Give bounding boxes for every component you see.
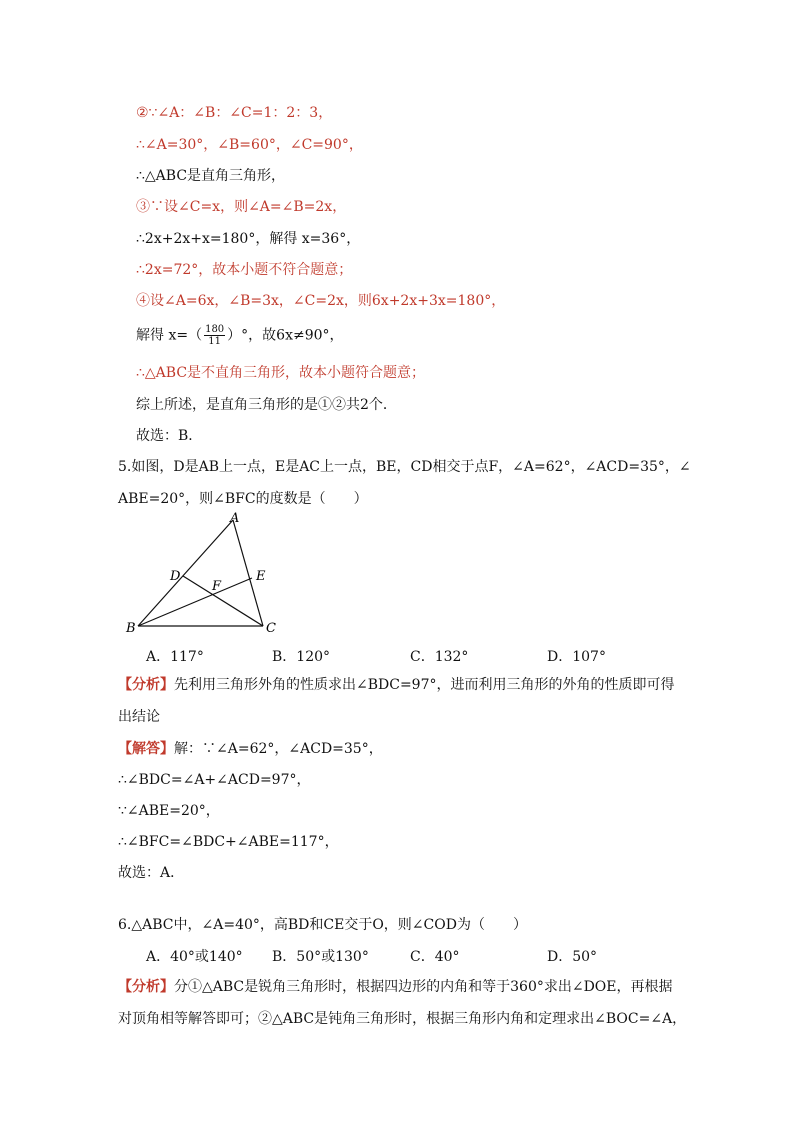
label-b: B <box>126 621 136 636</box>
q4-solution-line-4: ③∵设∠C=x，则∠A=∠B=2x， <box>136 199 347 215</box>
label-d: D <box>170 569 181 584</box>
q6-option-a[interactable]: A．40°或140° <box>146 949 243 965</box>
q4-line8-suffix: ）°，故6x≠90°， <box>227 327 344 344</box>
q4-solution-line-11: 故选：B． <box>136 428 203 444</box>
label-c: C <box>266 621 276 636</box>
q4-solution-line-5: ∴2x+2x+x=180°，解得 x=36°， <box>136 231 361 247</box>
answer-tag: 【解答】 <box>118 741 174 757</box>
label-f: F <box>212 579 222 594</box>
label-a: A <box>230 511 240 526</box>
q5-stem-line-1: 5.如图，D是AB上一点，E是AC上一点，BE，CD相交于点F，∠A=62°，∠ACD=35°，∠ <box>118 459 691 475</box>
q5-option-c[interactable]: C．132° <box>410 649 469 665</box>
segment-be <box>138 578 252 626</box>
q5-answer-line-3: ∵∠ABE=20°， <box>118 803 220 819</box>
q5-option-d[interactable]: D．107° <box>547 649 606 665</box>
q5-answer-line-5: 故选：A． <box>118 865 185 881</box>
q5-analysis-line-2: 出结论 <box>118 709 160 725</box>
q5-answer-line-4: ∴∠BFC=∠BDC+∠ABE=117°， <box>118 834 339 850</box>
analysis-tag: 【分析】 <box>118 979 174 995</box>
q6-analysis-text: 分①△ABC是锐角三角形时，根据四边形的内角和等于360°求出∠DOE，再根据 <box>174 979 673 995</box>
fraction-numerator: 180 <box>205 324 225 335</box>
q5-analysis-text: 先利用三角形外角的性质求出∠BDC=97°，进而利用三角形的外角的性质即可得 <box>174 677 675 693</box>
q4-solution-line-3: ∴△ABC是直角三角形， <box>136 168 286 184</box>
q4-solution-line-1: ②∵∠A：∠B：∠C=1：2：3， <box>136 105 333 121</box>
q6-option-d[interactable]: D．50° <box>547 949 598 965</box>
q5-triangle-figure <box>118 508 288 636</box>
q4-solution-line-9: ∴△ABC是不直角三角形，故本小题符合题意； <box>136 365 426 381</box>
q6-option-c[interactable]: C．40° <box>410 949 460 965</box>
q5-option-a[interactable]: A．117° <box>146 649 204 665</box>
q5-answer-line-2: ∴∠BDC=∠A+∠ACD=97°， <box>118 772 311 788</box>
q4-solution-line-7: ④设∠A=6x，∠B=3x，∠C=2x，则6x+2x+3x=180°， <box>136 293 506 309</box>
q6-stem: 6.△ABC中，∠A=40°，高BD和CE交于O，则∠COD为（ ） <box>118 917 527 933</box>
q5-analysis-line-1 <box>118 676 675 694</box>
q5-answer-text: 解：∵∠A=62°，∠ACD=35°， <box>174 741 383 757</box>
q6-option-b[interactable]: B．50°或130° <box>272 949 369 965</box>
side-ab <box>138 520 233 626</box>
label-e: E <box>256 569 266 584</box>
q4-solution-line-6: ∴2x=72°，故本小题不符合题意； <box>136 262 353 278</box>
q5-stem-line-2: ABE=20°，则∠BFC的度数是（ ） <box>118 491 368 507</box>
q4-line8-prefix: 解得 x=（ <box>136 327 203 344</box>
q6-analysis-line-2: 对顶角相等解答即可；②△ABC是钝角三角形时，根据三角形内角和定理求出∠BOC=∠A， <box>118 1011 687 1027</box>
q4-solution-line-10: 综上所述，是直角三角形的是①②共2个． <box>136 397 397 413</box>
analysis-tag: 【分析】 <box>118 677 174 693</box>
q5-option-b[interactable]: B．120° <box>272 649 331 665</box>
q6-analysis-line-1 <box>118 978 673 996</box>
fraction-denominator: 11 <box>208 336 221 347</box>
q4-solution-line-2: ∴∠A=30°，∠B=60°，∠C=90°， <box>136 137 363 153</box>
q5-answer-line-1 <box>118 740 383 758</box>
fraction <box>204 324 225 347</box>
q4-solution-line-8 <box>136 324 344 347</box>
